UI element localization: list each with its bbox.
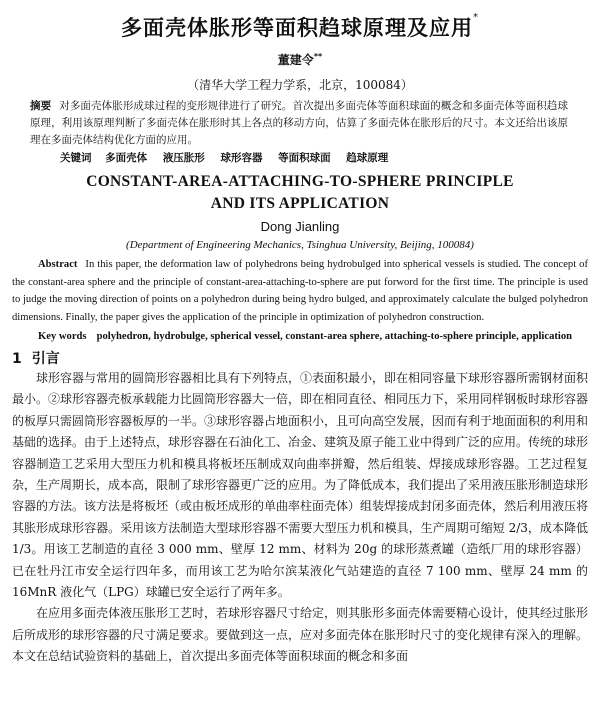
chinese-keyword: 球形容器: [220, 152, 263, 164]
english-affiliation: (Department of Engineering Mechanics, Tsinghua University, Beijing, 100084): [126, 239, 474, 251]
body-paragraph: 在应用多面壳体液压胀形工艺时，若球形容器尺寸给定，则其胀形多面壳体需要精心设计，使其经过胀形后所成形的球形容器的尺寸满足要求。要做到这一点，应对多面壳体在胀形时尺寸的变化规律有深入的理解。本文在总结试验资料的基础上，首次提出多面壳体等面积球面的概念和多面: [12, 606, 589, 664]
english-title-line2: AND ITS APPLICATION: [210, 195, 390, 212]
english-abstract-text: In this paper, the deformation law of polyhedrons being hydrobulged into spherical vessels is studied. The concept of the constant-area sphere and the principle of constant-area-attaching-to-sphere are put forword for the first time. The principle is used to judge the moving direction of points on a polyhedron during being hydro bulged, and approximately calculate the bulged polyhedron dimensions. Finally, the paper gives the application of the principle in optimization of polyhedron construction.: [12, 259, 588, 323]
chinese-keywords: [60, 150, 588, 165]
chinese-title-text: 多面壳体胀形等面积趋球原理及应用: [121, 16, 473, 40]
chinese-abstract: [30, 98, 568, 149]
english-keywords-label: Key words: [38, 331, 87, 342]
section-heading: [12, 348, 588, 368]
chinese-abstract-text: 对多面壳体胀形成球过程的变形规律进行了研究。首次提出多面壳体等面积球面的概念和多面壳体等面积趋球原理，利用该原理判断了多面壳体在胀形时其上各点的移动方向，估算了多面壳体在胀形后的尺寸。本文还给出该原理在多面壳体结构优化方面的应用。: [30, 100, 569, 146]
chinese-author-name: 董建令: [277, 53, 314, 67]
title-footnote-mark: *: [473, 12, 479, 23]
english-abstract-label: Abstract: [38, 259, 78, 270]
chinese-title: [12, 0, 588, 42]
section-title: 引言: [31, 351, 60, 367]
english-title-line1: CONSTANT-AREA-ATTACHING-TO-SPHERE PRINCIPLE: [86, 173, 514, 190]
chinese-keywords-label: 关键词: [60, 152, 92, 164]
chinese-author: [12, 51, 588, 68]
english-keywords-text: polyhedron, hydrobulge, spherical vessel, constant-area sphere, attaching-to-sphere principle, application: [96, 331, 573, 342]
chinese-keyword: 液压胀形: [162, 152, 205, 164]
body-paragraph: 球形容器与常用的圆筒形容器相比具有下列特点，①表面积最小，即在相同容量下球形容器所需钢材面积最小。②球形容器壳板承载能力比圆筒形容器大一倍，即在相同直径、相同压力下，采用同样钢板时球形容器的板厚只需圆筒形容器板厚的一半。③球形容器占地面积小，且可向高空发展，因而有利于地面面积的利用和基础的选择。由于上述特点，球形容器在石油化工、冶金、建筑及原子能工业中得到广泛的应用。传统的球形容器制造工艺采用大型压力机和模具将板坯压制成双向曲率拼瓣，然后组装、焊接成球形容器。工艺过程复杂，生产周期长，成本高，限制了球形容器更广泛的应用。为了降低成本，我们提出了采用液压胀形制造球形容器的方法。该方法是将板坯（或由板坯成形的单曲率柱面壳体）组装焊接成封闭多面壳体，然后利用液压将其胀形成球形容器。采用该方法制造大型球形容器不需要大型压力机和模具，生产周期可缩短 2/3，成本降低 1/3。用该工艺制造的直径 3 000 mm、壁厚 12 mm、材料为 20g 的球形蒸煮罐（造纸厂用的球形容器）已在牡丹江市安全运行四年多，而用该工艺为哈尔滨某液化气站建造的直径 7 100 mm、壁厚 24 mm 的 16MnR 液化气（LPG）球罐已安全运行了两年多。: [12, 371, 589, 600]
chinese-keyword: 等面积球面: [278, 152, 331, 164]
chinese-keyword: 多面壳体: [105, 152, 148, 164]
english-title: [12, 171, 588, 215]
chinese-keyword: 趋球原理: [346, 152, 389, 164]
english-keywords: [12, 328, 588, 345]
english-author: Dong Jianling: [260, 219, 340, 234]
chinese-abstract-label: 摘要: [30, 100, 52, 112]
chinese-affiliation: （清华大学工程力学系，北京，100084）: [187, 78, 413, 92]
section-number: 1: [12, 351, 22, 367]
author-footnote-mark: **: [313, 52, 323, 61]
english-abstract: [12, 256, 588, 326]
